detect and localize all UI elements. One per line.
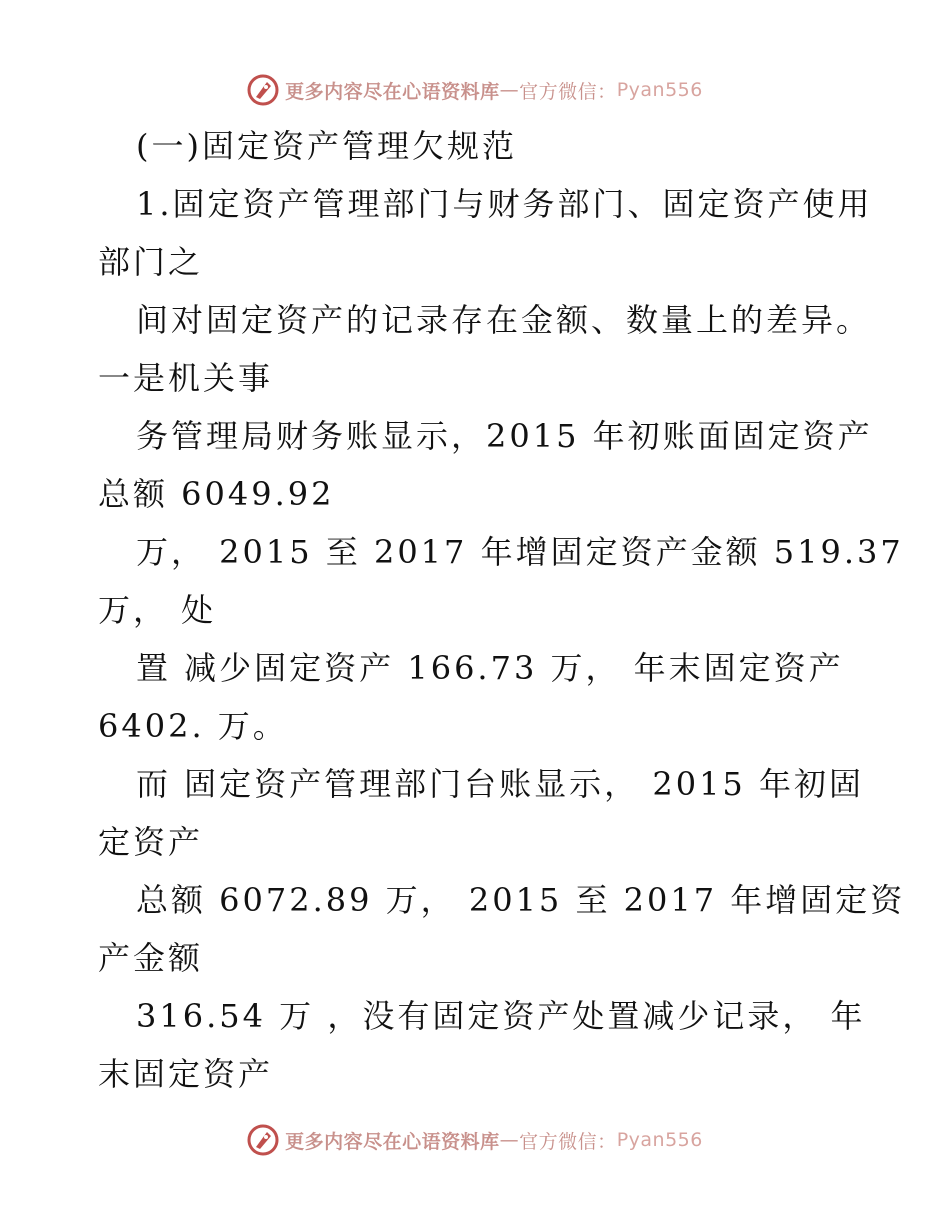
paragraph-line: 总额 6049.92 <box>98 475 335 513</box>
watermark-wechat-id: Pyan556 <box>616 79 703 101</box>
pen-nib-circle-icon <box>247 1124 279 1156</box>
section-heading: (一)固定资产管理欠规范 <box>136 127 517 165</box>
watermark-wechat-id: Pyan556 <box>616 1129 703 1151</box>
watermark-official-label: 官方微信： <box>519 1130 617 1153</box>
paragraph-line: 1.固定资产管理部门与财务部门、固定资产使用 <box>136 185 873 223</box>
watermark-brand: 更多内容尽在心语资料库 <box>285 80 500 103</box>
pen-nib-circle-icon <box>247 74 279 106</box>
paragraph-line: 置 减少固定资产 166.73 万， 年末固定资产 <box>136 649 844 687</box>
paragraph-line: 一是机关事 <box>98 359 274 397</box>
paragraph-line: 定资产 <box>98 823 204 861</box>
paragraph-line: 务管理局财务账显示，2015 年初账面固定资产 <box>136 417 873 455</box>
watermark-brand: 更多内容尽在心语资料库 <box>285 1130 500 1153</box>
paragraph-line: 316.54 万 ，没有固定资产处置减少记录， 年 <box>136 997 866 1035</box>
paragraph-line: 部门之 <box>98 243 204 281</box>
paragraph-line: 万， 2015 至 2017 年增固定资产金额 519.37 <box>136 533 904 571</box>
paragraph-line: 末固定资产 <box>98 1055 274 1093</box>
footer-watermark <box>0 1120 950 1160</box>
header-watermark <box>0 70 950 110</box>
watermark-official-label: 官方微信： <box>519 80 617 103</box>
paragraph-line: 总额 6072.89 万， 2015 至 2017 年增固定资 <box>136 881 906 919</box>
watermark-separator: — <box>499 79 520 101</box>
paragraph-line: 产金额 <box>98 939 204 977</box>
document-body <box>98 117 906 1103</box>
watermark-separator: — <box>499 1129 520 1151</box>
paragraph-line: 而 固定资产管理部门台账显示， 2015 年初固 <box>136 765 864 803</box>
paragraph-line: 间对固定资产的记录存在金额、数量上的差异。 <box>136 301 872 339</box>
paragraph-line: 万， 处 <box>98 591 217 629</box>
paragraph-line: 6402. 万。 <box>98 707 288 745</box>
